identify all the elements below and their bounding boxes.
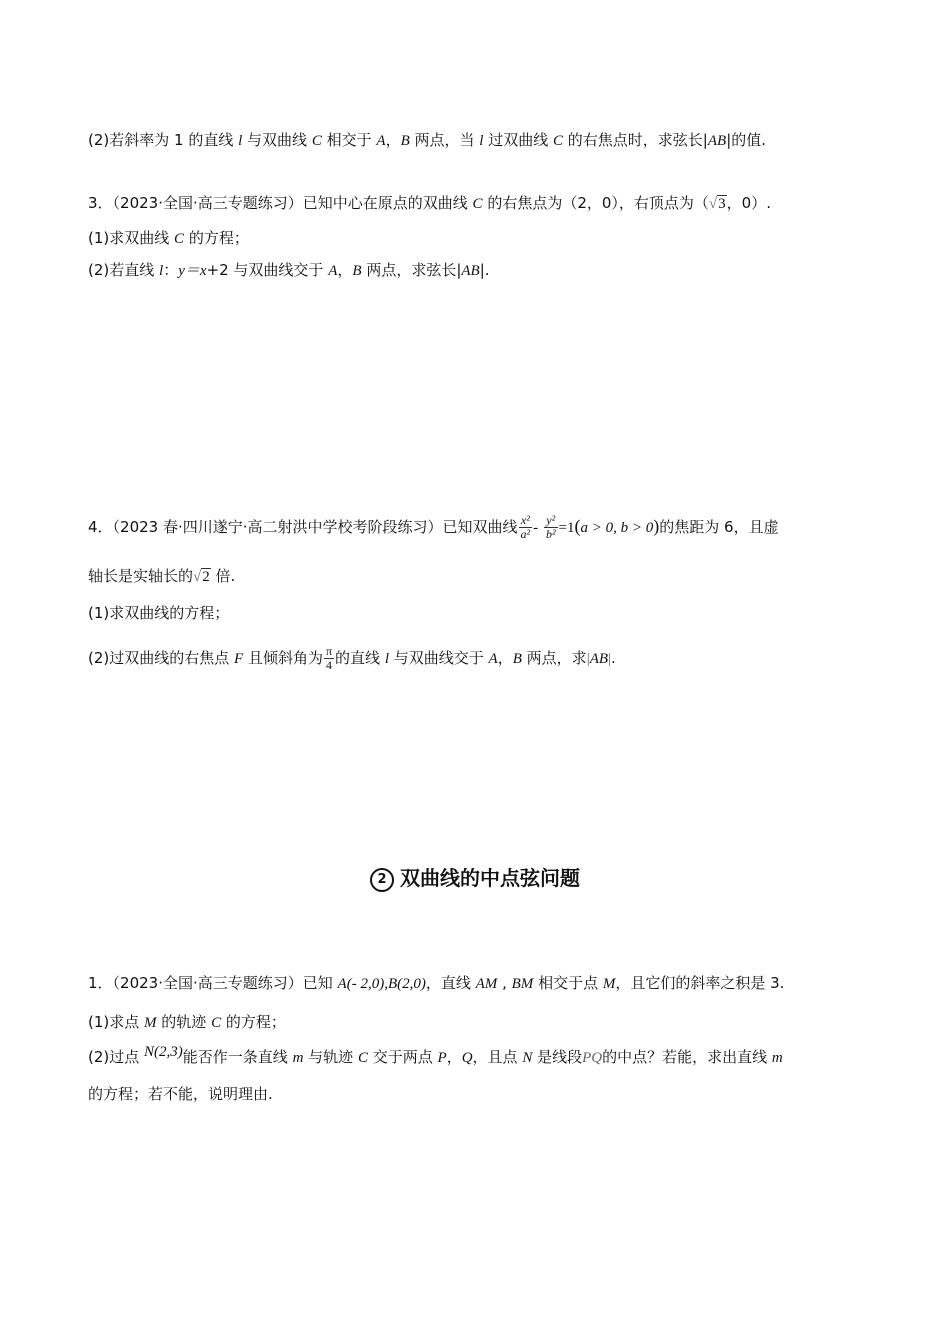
problem1b-part1 — [88, 1012, 286, 1033]
condition: a > 0, b > 0 — [580, 520, 654, 536]
problem-source: （2023·全国·高三专题练习） — [112, 974, 303, 992]
var-AB: AB — [707, 133, 727, 149]
text: 的中点？若能，求出直线 — [602, 1048, 772, 1066]
text: 的轨迹 — [156, 1013, 212, 1031]
text: 倍. — [210, 567, 236, 585]
text: ，且它们的斜率之积是 3. — [615, 974, 785, 992]
text: 与双曲线 — [242, 131, 312, 149]
problem4-part1 — [88, 603, 229, 623]
text: 已知双曲线 — [442, 518, 518, 536]
var-PQ: PQ — [582, 1050, 603, 1066]
text: 两点，求 — [521, 649, 587, 667]
var-A: A — [376, 133, 386, 149]
text: 已知中心在原点的双曲线 — [302, 194, 473, 212]
problem-source: （2023 春·四川遂宁·高二射洪中学校考阶段练习） — [112, 518, 443, 536]
problem3-stem — [88, 193, 771, 214]
var-l: l — [479, 133, 484, 149]
var-B: B — [512, 651, 522, 667]
var-F: F — [234, 651, 244, 667]
var-m: m — [292, 1050, 304, 1066]
text: 交于两点 — [367, 1048, 438, 1066]
text: 相交于点 — [533, 974, 603, 992]
text: 的右焦点时，求弦长| — [563, 131, 708, 149]
fraction-y2-b2 — [544, 514, 558, 541]
equals-one: =1 — [558, 520, 575, 536]
section-title: 双曲线的中点弦问题 — [400, 866, 580, 890]
sqrt-radicand: 2 — [202, 569, 210, 585]
abs-bar: | — [608, 651, 612, 667]
fraction-denominator: a² — [520, 527, 531, 541]
text: (2)若直线 — [88, 261, 160, 279]
fraction-numerator: y² — [544, 514, 558, 528]
var-M: M — [602, 976, 616, 992]
sqrt-expression: √2 — [193, 569, 210, 585]
var-A: A — [328, 263, 338, 279]
text: |的值. — [726, 131, 767, 149]
sqrt-expression: √3 — [708, 196, 726, 212]
var-l: l — [384, 651, 389, 667]
problem3-part2 — [88, 260, 490, 281]
var-N: N — [522, 1050, 533, 1066]
fraction-denominator: b² — [545, 527, 556, 541]
sqrt-radicand: 3 — [718, 196, 726, 212]
fraction-x2-a2 — [519, 514, 533, 541]
problem-number: 1． — [88, 974, 113, 992]
abs-bar: | — [586, 651, 590, 667]
point-N: N(2,3) — [144, 1044, 183, 1060]
text: ， — [446, 1048, 462, 1066]
var-C: C — [311, 133, 322, 149]
text: 的方程； — [221, 1013, 286, 1031]
problem4-stem — [88, 506, 779, 548]
comma: , — [384, 976, 388, 992]
var-C: C — [472, 196, 483, 212]
var-B: B — [400, 133, 410, 149]
problem1b-part2-line2 — [88, 1084, 273, 1104]
prev-problem-part2 — [88, 130, 766, 151]
var-C: C — [174, 231, 185, 247]
problem3-part1 — [88, 228, 249, 249]
var-BM: BM — [511, 976, 534, 992]
var-l: l — [238, 133, 243, 149]
text: (2)若斜率为 1 的直线 — [88, 131, 239, 149]
point-A: A(- 2,0) — [337, 976, 385, 992]
text: ，且点 — [472, 1048, 523, 1066]
text: ， — [385, 131, 401, 149]
text: |. — [479, 261, 490, 279]
text: +2 与双曲线交于 — [206, 261, 329, 279]
text: 与双曲线交于 — [389, 649, 489, 667]
var-AM: AM — [475, 976, 498, 992]
text: 是线段 — [532, 1048, 583, 1066]
text: 与轨迹 — [303, 1048, 358, 1066]
text: 的直线 — [335, 649, 385, 667]
var-C: C — [357, 1050, 368, 1066]
var-C: C — [211, 1015, 222, 1031]
problem1b-part2 — [88, 1044, 783, 1068]
text: 的方程；若不能，说明理由. — [88, 1085, 273, 1103]
var-Q: Q — [461, 1050, 473, 1066]
text: ： — [163, 261, 179, 279]
text: ， — [337, 261, 353, 279]
text: 能否作一条直线 — [182, 1048, 293, 1066]
fraction-numerator: x² — [519, 514, 533, 528]
text: 两点，当 — [409, 131, 480, 149]
text: (2)过双曲线的右焦点 — [88, 649, 235, 667]
var-l: l — [159, 263, 164, 279]
problem4-stem-line2 — [88, 566, 235, 587]
text: 的右焦点为（2，0），右顶点为（ — [482, 194, 709, 212]
section-number-badge: 2 — [370, 868, 394, 892]
text: 已知 — [302, 974, 338, 992]
var-B: B — [352, 263, 362, 279]
var-AB: AB — [461, 263, 480, 279]
var-M: M — [144, 1015, 157, 1031]
text: 的焦距为 6，且虚 — [659, 518, 779, 536]
text: 相交于 — [321, 131, 377, 149]
text: (1)求双曲线 — [88, 229, 175, 247]
var-AB: AB — [589, 651, 609, 667]
var-C: C — [553, 133, 564, 149]
minus-sign: - — [533, 520, 539, 536]
text: , — [497, 974, 512, 992]
var-m: m — [771, 1050, 783, 1066]
section-heading — [0, 862, 950, 892]
fraction-denominator: 4 — [326, 658, 333, 672]
problem-source: （2023·全国·高三专题练习） — [112, 194, 303, 212]
text: 过双曲线 — [483, 131, 554, 149]
close-paren: ) — [653, 516, 660, 536]
problem1b-stem — [88, 973, 784, 994]
open-paren: ( — [574, 516, 581, 536]
fraction-numerator: π — [325, 644, 333, 658]
problem4-part2 — [88, 638, 616, 679]
text: . — [611, 649, 616, 667]
text: 且倾斜角为 — [243, 649, 323, 667]
text: ， — [497, 649, 513, 667]
text: ，0）. — [726, 194, 771, 212]
text: (2)过点 — [88, 1048, 145, 1066]
text: 两点，求弦长| — [361, 261, 462, 279]
text: (1)求双曲线的方程； — [88, 604, 230, 622]
text: 的方程； — [184, 229, 249, 247]
equation: y＝x — [178, 263, 207, 279]
text: 轴长是实轴长的 — [88, 567, 194, 585]
var-A: A — [488, 651, 498, 667]
var-P: P — [437, 1050, 447, 1066]
problem-number: 3． — [88, 194, 113, 212]
text: (1)求点 — [88, 1013, 145, 1031]
point-B: B(2,0) — [387, 976, 426, 992]
text: ，直线 — [425, 974, 476, 992]
fraction-pi-4 — [324, 645, 334, 672]
problem-number: 4． — [88, 518, 113, 536]
